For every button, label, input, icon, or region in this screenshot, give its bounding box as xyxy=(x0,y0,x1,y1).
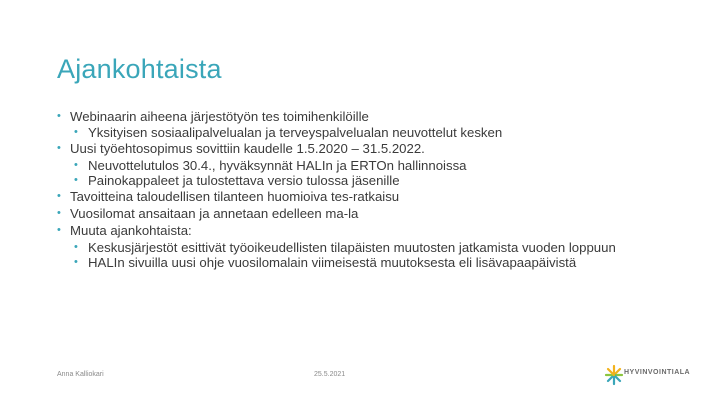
sunburst-logo-icon xyxy=(604,362,624,388)
bullet-item xyxy=(56,188,666,205)
bullet-dot-icon: • xyxy=(57,207,61,220)
sub-bullet-item xyxy=(56,173,666,188)
bullet-dot-icon: • xyxy=(57,224,61,237)
bullet-item xyxy=(56,108,666,125)
bullet-dot-icon: • xyxy=(57,110,61,122)
bullet-dot-icon: • xyxy=(74,158,78,171)
slide-title: Ajankohtaista xyxy=(57,54,222,84)
bullet-list xyxy=(56,108,666,270)
bullet-dot-icon: • xyxy=(74,240,78,253)
footer-author: Anna Kalliokari xyxy=(57,371,104,378)
sub-bullet-text: Painokappaleet ja tulostettava versio tulossa jäsenille xyxy=(88,172,400,188)
bullet-item xyxy=(56,222,666,239)
organization-logo xyxy=(604,362,714,388)
bullet-text: Webinaarin aiheena järjestötyön tes toimihenkilöille xyxy=(70,109,369,124)
bullet-dot-icon: • xyxy=(74,173,78,186)
sub-bullet-item xyxy=(56,255,608,270)
bullet-dot-icon: • xyxy=(74,126,78,139)
bullet-text: Muuta ajankohtaista: xyxy=(70,223,192,239)
sub-bullet-item xyxy=(56,158,666,173)
bullet-dot-icon: • xyxy=(57,142,61,155)
logo-wordmark: HYVINVOINTIALA xyxy=(624,369,691,376)
bullet-item xyxy=(56,205,666,222)
sub-bullet-text: HALIn sivuilla uusi ohje vuosilomalain viimeisestä muutoksesta eli lisävapaapäivistä xyxy=(88,254,577,270)
bullet-text: Tavoitteina taloudellisen tilanteen huomioiva tes-ratkaisu xyxy=(70,189,400,205)
sub-bullet-item xyxy=(56,240,648,255)
sub-bullet-item xyxy=(56,125,666,140)
bullet-text: Vuosilomat ansaitaan ja annetaan edelleen ma-la xyxy=(70,206,359,222)
bullet-text: Uusi työehtosopimus sovittiin kaudelle 1.5.2020 – 31.5.2022. xyxy=(70,141,425,157)
sub-bullet-text: Keskusjärjestöt esittivät työoikeudellisten tilapäisten muutosten jatkamista vuoden loppuun xyxy=(88,239,616,255)
footer-date: 25.5.2021 xyxy=(314,371,346,378)
bullet-item xyxy=(56,140,666,157)
bullet-dot-icon: • xyxy=(57,190,61,203)
sub-bullet-text: Yksityisen sosiaalipalvelualan ja terveyspalvelualan neuvottelut kesken xyxy=(88,125,503,141)
sub-bullet-text: Neuvottelutulos 30.4., hyväksynnät HALIn ja ERTOn hallinnoissa xyxy=(88,157,467,173)
bullet-dot-icon: • xyxy=(74,255,78,268)
